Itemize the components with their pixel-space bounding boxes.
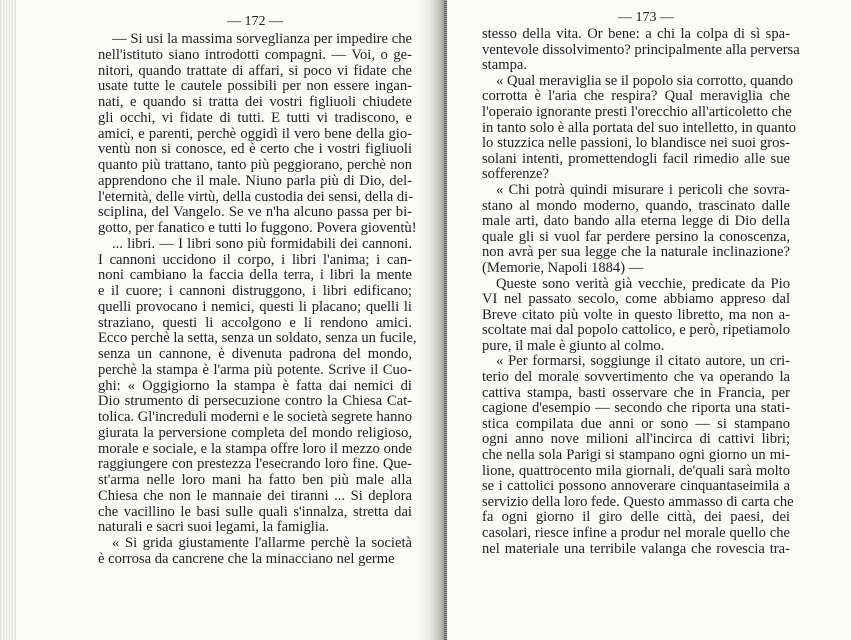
text-line: apprendono che il male. Niuno parla più di Dio, del- [98, 172, 412, 189]
text-line: stesso della vita. Or bene: a chi la colpa di sì spa- [482, 26, 790, 42]
text-line: sofferenze? [482, 166, 549, 183]
text-line: amici, e parenti, perchè oggidì il vero bene della gio- [98, 125, 412, 142]
text-line: Ecco perchè la setta, senza un soldato, senza un fucile, [98, 330, 417, 347]
text-line: raggiungere con prestezza l'esecrando loro fine. Que- [98, 456, 412, 473]
text-line: morale e sociale, e la stampa offre loro il mezzo onde [98, 440, 412, 457]
text-line: ogni anno nove milioni all'incirca di cattivi libri; [482, 431, 790, 448]
text-line: « Per formarsi, soggiunge il citato autore, un cri- [496, 353, 790, 370]
text-line: e il cuore; i cannoni distruggono, i libri edificano; [98, 283, 412, 299]
text-line: ghi: « Oggigiorno la stampa è fatta dai nemici di [98, 377, 412, 394]
text-line: male arti, dato bando alla eterna legge di Dio della [482, 213, 790, 230]
text-line: naturali e sacri suoi legami, la famiglia. [98, 519, 329, 536]
text-line: se i cattolici possono annoverare cinquantaseimila a [482, 478, 790, 495]
text-line: non avrà per sua legge che la naturale inclinazione? [482, 244, 790, 261]
text-line: che nella sola Parigi si stampano ogni giorno un mi- [482, 447, 790, 464]
text-line: solani intenti, promettendogli facil rimedio alle sue [482, 150, 790, 167]
text-line: straziano, questi li accolgono e li rendono amici. [98, 314, 412, 331]
text-line: fa ogni giorno il giro delle città, dei paesi, dei [482, 509, 790, 526]
text-line: nel materiale una terribile valanga che rovescia tra- [482, 540, 790, 557]
text-line: quale gli si vuol far perdere persino la conoscenza, [482, 228, 790, 245]
text-line: usate tutte le cautele possibili per non essere ingan- [98, 78, 412, 95]
text-line: VI nel passato secolo, come abbiamo appreso dal [482, 291, 790, 308]
text-line: nell'istituto siano introdotti compagni. — Voi, o ge- [98, 46, 412, 63]
text-line: l'eternità, delle virtù, della custodia dei sensi, della di- [98, 188, 414, 205]
text-line: l'operaio ignorante presti l'orecchio all'articoletto che [482, 103, 792, 120]
text-line: quanto più trattano, tanto più peggiorano, perchè non [98, 157, 412, 173]
text-line: ... libri. — I libri sono più formidabili dei cannoni. [112, 235, 412, 252]
text-line: stampa. [482, 57, 527, 74]
text-line: cattiva stampa, basti osservare che in Francia, per [482, 384, 790, 401]
text-line: st'arma nelle loro mani ha fatto ben più male alla [98, 472, 412, 488]
page-edge-shadow [444, 0, 447, 640]
text-line: ventù non si conosce, ed è certo che i vostri figliuoli [98, 141, 412, 158]
page-number: — 172 — [227, 14, 283, 29]
text-line: Queste sono verità già vecchie, predicate da Pio [496, 275, 790, 292]
text-line: lo stuzzica nelle passioni, lo blandisce nei suoi gros- [482, 135, 790, 152]
text-line: lione, quattrocento mila giornali, de'quali sarà molto [482, 462, 790, 479]
text-line: Breve citato più volte in questo libretto, ma non a- [482, 306, 790, 323]
text-line: corrotta è l'aria che respira? Qual meraviglia che [482, 88, 790, 105]
page-text [98, 31, 417, 568]
text-line: servizio della loro fede. Questo ammasso di carta che [482, 493, 794, 510]
text-line: ventevole dissolvimento? principalmente alla perversa [482, 41, 800, 58]
page-text [482, 26, 800, 557]
text-line: (Memorie, Napoli 1884) — [482, 259, 644, 276]
text-line: che vacillino le basi sulle quali s'innalza, stretta dai [98, 503, 412, 520]
text-line: sciplina, del Vangelo. Se ve n'ha alcuno passa per bi- [98, 204, 412, 221]
text-line: stano al mondo moderno, quando, trascinato dalle [482, 197, 790, 214]
text-line: cagione d'esempio — secondo che riporta una stati- [482, 400, 790, 417]
text-line: nitori, quando trattate di affari, si poco vi fidate che [98, 62, 412, 79]
text-line: Chiesa che non le mannaie dei tiranni ... Si deplora [98, 487, 412, 504]
text-line: giurata la perversione completa del mondo religioso, [98, 424, 412, 441]
text-line: scoltate mai dal popolo cattolico, e però, ripetiamolo [482, 322, 790, 339]
text-line: Dio strumento di persecuzione contro la Chiesa Cat- [98, 393, 412, 410]
page-number: — 173 — [618, 10, 674, 25]
text-line: tolica. Gl'increduli moderni e le società segrete hanno [98, 409, 412, 425]
text-line: terio del morale sovvertimento che va operando la [482, 369, 790, 386]
text-line: nati, e quando si tratta dei vostri figliuoli chiudete [98, 94, 412, 110]
text-line: « Qual meraviglia se il popolo sia corrotto, quando [496, 72, 794, 89]
text-line: gotto, per fanatico e tutti lo fuggono. Povera gioventù! [98, 220, 417, 236]
text-line: « Si grida giustamente l'allarme perchè la società [112, 535, 412, 551]
text-line: — Si usi la massima sorveglianza per impedire che [112, 31, 412, 47]
book-gutter [418, 0, 446, 640]
text-line: quelli provocano i nemici, questi li placano; quelli li [98, 298, 412, 315]
text-line: « Chi potrà quindi misurare i pericoli che sovra- [496, 181, 790, 198]
scan-edge [0, 0, 16, 640]
text-line: pure, il male è giunto al colmo. [482, 337, 665, 354]
text-line: gli occhi, vi fidate di tutti. E tutti vi tradiscono, e [98, 109, 412, 126]
text-line: casolari, riesce infine a produr nel morale quello che [482, 525, 790, 541]
text-line: è corrosa da cancrene che la minacciano nel germe [98, 550, 395, 567]
text-line: stica compilata due anni or sono — si stampano [482, 415, 790, 432]
text-line: perchè la stampa è l'arma più potente. Scrive il Cuo- [98, 361, 412, 378]
text-line: noni cambiano la faccia della terra, i libri la mente [98, 267, 412, 284]
text-line: senza un cannone, è divenuta padrona del mondo, [98, 346, 412, 362]
text-line: I cannoni uccidono il corpo, i libri l'anima; i can- [98, 251, 412, 268]
text-line: in tanto solo è alla portata del suo intelletto, in quanto [482, 119, 797, 136]
